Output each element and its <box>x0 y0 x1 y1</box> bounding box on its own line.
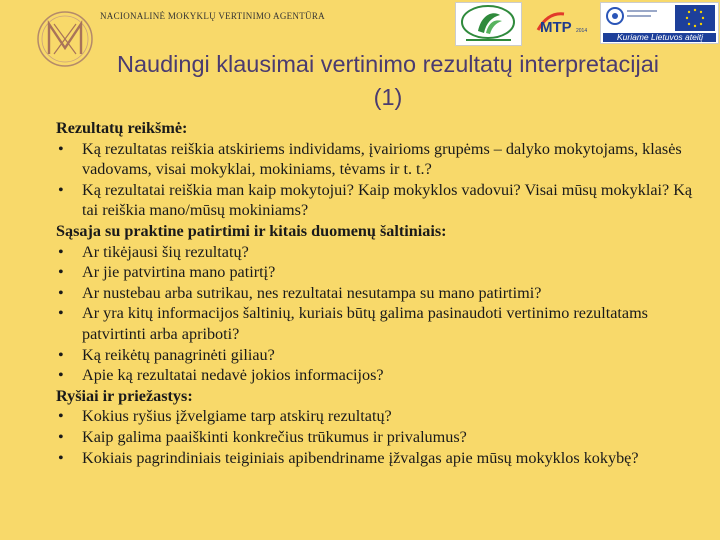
slide-title: Naudingi klausimai vertinimo rezultatų interpretacijai (1) <box>116 51 660 110</box>
bullet-item: • Kaip galima paaiškinti konkrečius trūkumus ir privalumus? <box>56 427 706 448</box>
agency-seal-logo <box>36 10 94 68</box>
bullet-item: • Ką rezultatas reiškia atskiriems individams, įvairioms grupėms – dalyko mokytojams, klasės vadovams, visai mokyklai, mokiniams, tėvams ir t. t.? <box>56 139 706 180</box>
bullet-item: • Ar jie patvirtina mano patirtį? <box>56 262 706 283</box>
partner-logo-mtp <box>536 6 590 40</box>
section-practice-link <box>56 221 706 386</box>
eu-logo-slogan: Kuriame Lietuvos ateitį <box>617 32 703 42</box>
bullet-item: • Kokiais pagrindiniais teiginiais apibendriname įžvalgas apie mūsų mokyklos kokybę? <box>56 448 706 469</box>
partner-logo-green <box>455 2 522 46</box>
bullet-item: • Ką reikėtų panagrinėti giliau? <box>56 345 706 366</box>
bullet-item: • Kokius ryšius įžvelgiame tarp atskirų rezultatų? <box>56 406 706 427</box>
section-significance <box>56 118 706 221</box>
slide-body <box>56 118 706 468</box>
eu-funds-logo <box>600 2 719 44</box>
bullet-item: • Ar nustebau arba sutrikau, nes rezultatai nesutampa su mano patirtimi? <box>56 283 706 304</box>
bullet-item: • Ar tikėjausi šių rezultatų? <box>56 242 706 263</box>
svg-text:MTP: MTP <box>540 19 572 36</box>
bullet-item: • Ar yra kitų informacijos šaltinių, kuriais būtų galima pasinaudoti vertinimo rezultatams patvirtinti arba apriboti? <box>56 303 706 344</box>
bullet-item: • Apie ką rezultatai nedavė jokios informacijos? <box>56 365 706 386</box>
svg-text:2014: 2014 <box>576 28 588 34</box>
agency-name: NACIONALINĖ MOKYKLŲ VERTINIMO AGENTŪRA <box>100 11 325 21</box>
section-heading: Sąsaja su praktine patirtimi ir kitais duomenų šaltiniais: <box>56 221 447 240</box>
section-relations-causes <box>56 386 706 468</box>
section-heading: Ryšiai ir priežastys: <box>56 386 193 405</box>
section-heading: Rezultatų reikšmė: <box>56 119 188 137</box>
bullet-item: • Ką rezultatai reiškia man kaip mokytojui? Kaip mokyklos vadovui? Visai mūsų mokyklai? Ką tai reiškia mano/mūsų mokiniams? <box>56 180 706 221</box>
